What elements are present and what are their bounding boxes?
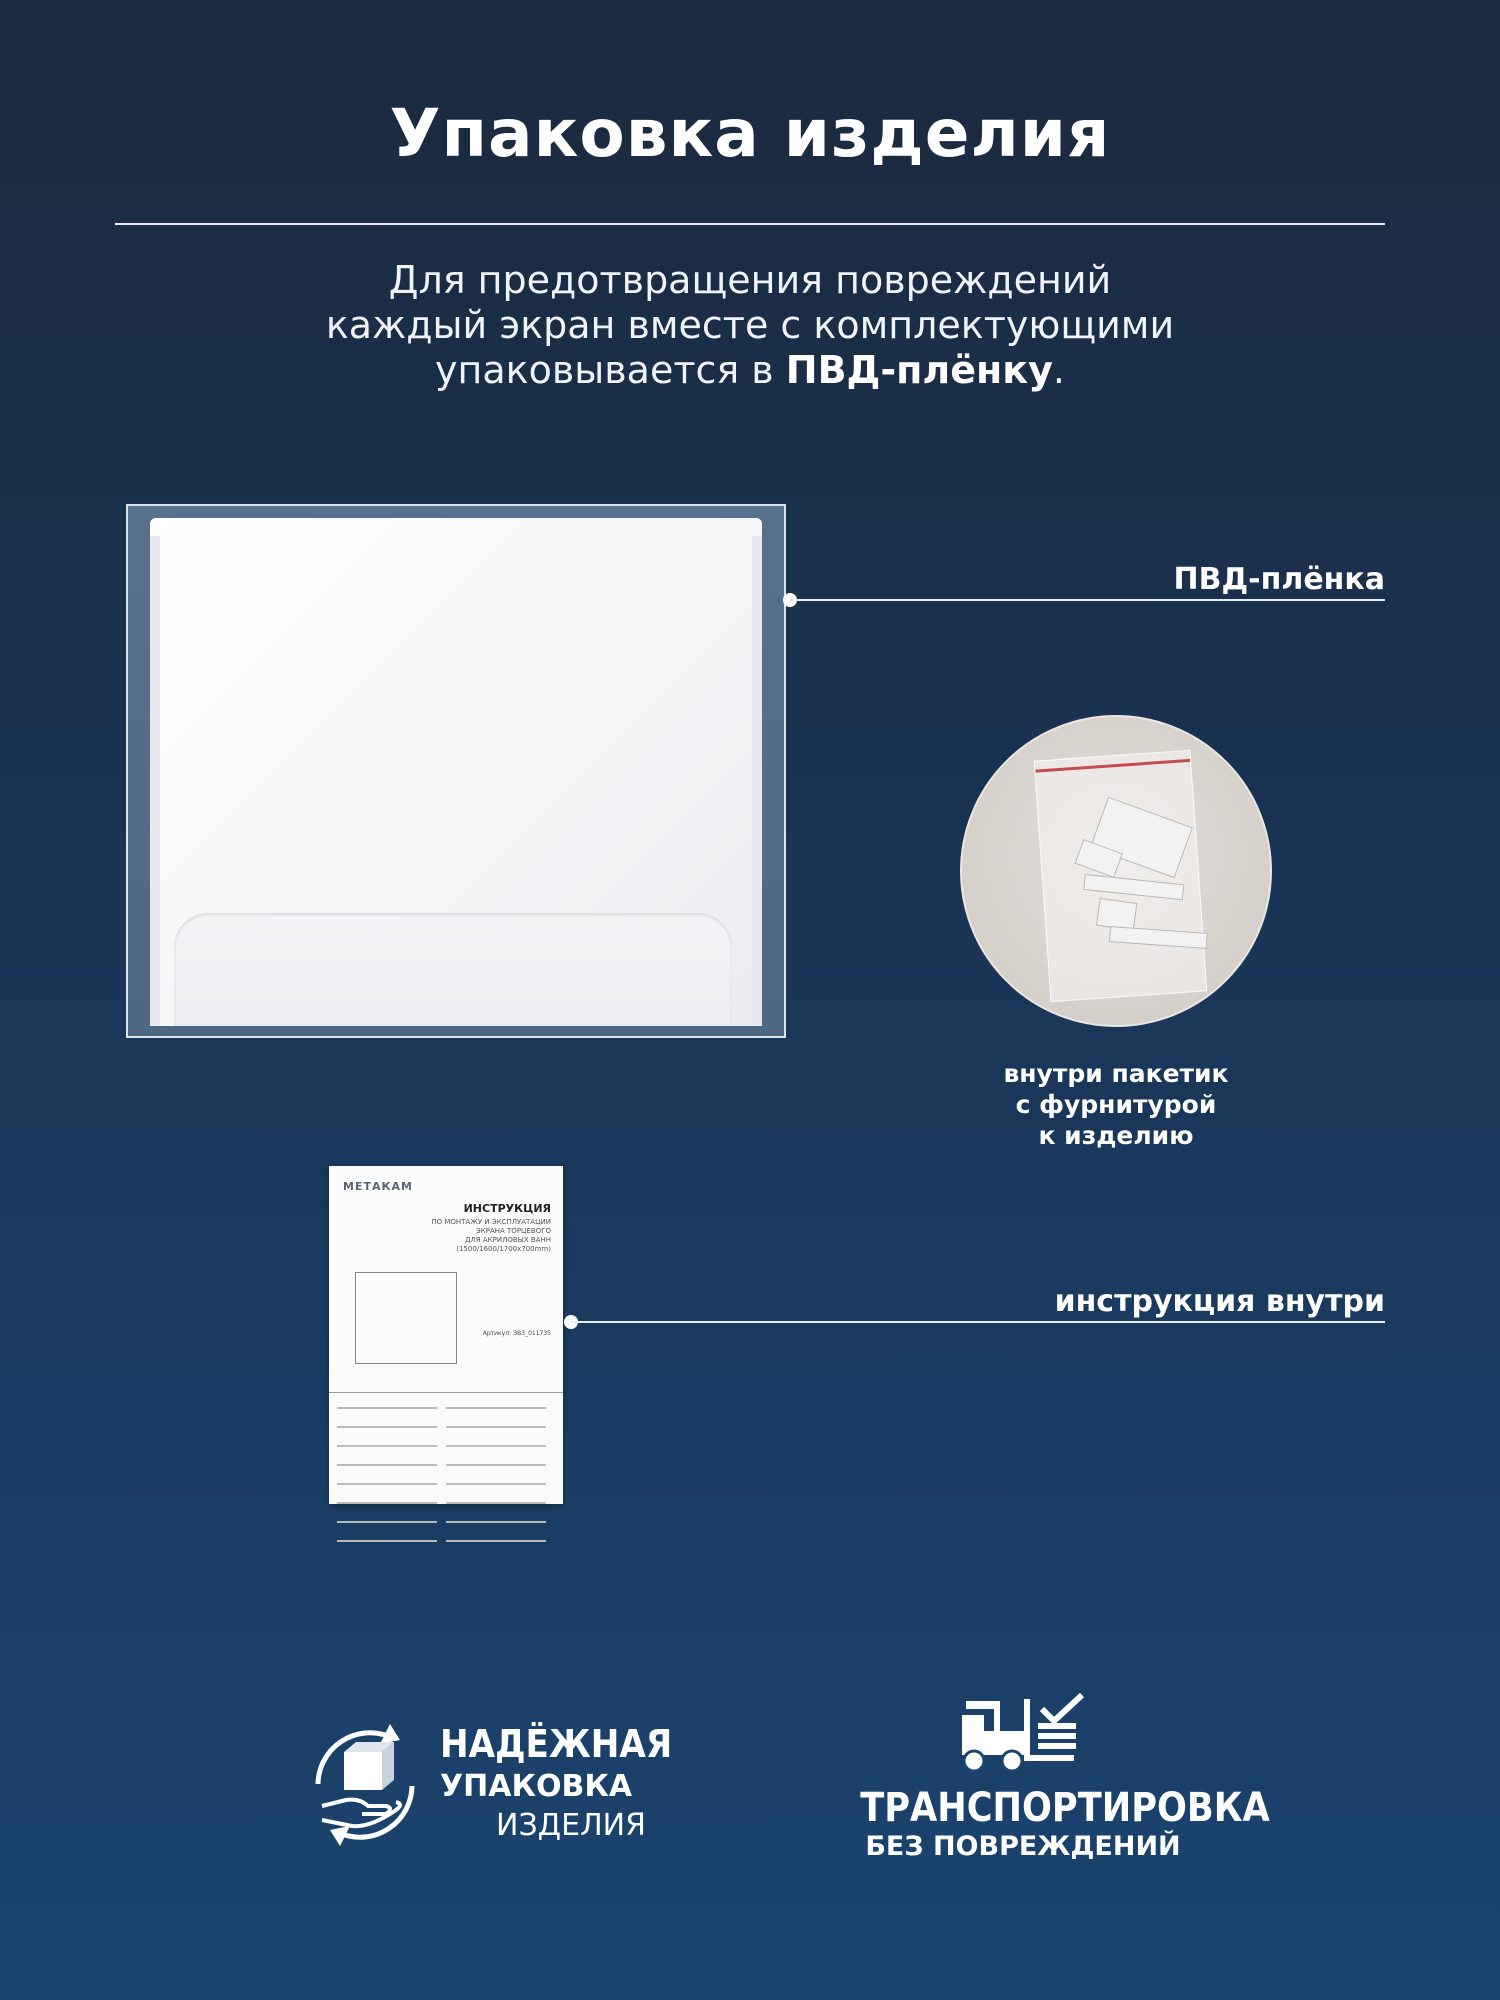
badge-left-line-2: УПАКОВКА <box>440 1769 633 1804</box>
bath-panel <box>150 518 762 1026</box>
film-callout-label: ПВД-плёнка <box>1173 562 1385 597</box>
hardware-bag-photo <box>960 715 1272 1027</box>
intro-text <box>0 258 1500 393</box>
booklet-title: ИНСТРУКЦИЯ <box>463 1202 551 1215</box>
panel-cutout <box>174 913 732 1026</box>
title-divider <box>115 223 1385 225</box>
safe-transport-badge <box>838 1693 1270 1863</box>
zip-bag <box>1034 750 1207 1002</box>
booklet-text-lines <box>337 1398 555 1550</box>
reliable-packaging-badge <box>300 1714 673 1854</box>
badge-right-line-1: ТРАНСПОРТИРОВКА <box>860 1785 1270 1831</box>
booklet-drawing <box>355 1272 457 1364</box>
instruction-booklet <box>329 1166 563 1504</box>
booklet-logo: МЕТАКАМ <box>343 1180 413 1193</box>
booklet-subtitle: ПО МОНТАЖУ И ЭКСПЛУАТАЦИИ ЭКРАНА ТОРЦЕВОГО ДЛЯ АКРИЛОВЫХ ВАНН (1500/1600/1700х700mm) <box>431 1218 551 1253</box>
package-hand-icon <box>300 1714 430 1854</box>
manual-callout-label: инструкция внутри <box>1054 1284 1385 1319</box>
intro-line-2: каждый экран вместе с комплектующими <box>325 303 1175 347</box>
intro-line-3: упаковывается в ПВД-плёнку. <box>435 348 1065 392</box>
intro-line-1: Для предотвращения повреждений <box>388 258 1112 302</box>
badge-right-line-2: БЕЗ ПОВРЕЖДЕНИЙ <box>865 1831 1181 1862</box>
page-title: Упаковка изделия <box>389 95 1111 172</box>
bag-caption: внутри пакетик с фурнитурой к изделию <box>1003 1059 1229 1150</box>
booklet-article: Артикул: ЭВ3_011735 <box>482 1330 551 1337</box>
film-callout-line <box>790 599 1385 601</box>
forklift-icon <box>958 1693 1098 1778</box>
badge-left-line-1: НАДЁЖНАЯ <box>440 1722 673 1766</box>
badge-left-line-3: ИЗДЕЛИЯ <box>496 1808 646 1843</box>
manual-callout-line <box>571 1321 1385 1323</box>
panel-photo <box>126 504 786 1038</box>
